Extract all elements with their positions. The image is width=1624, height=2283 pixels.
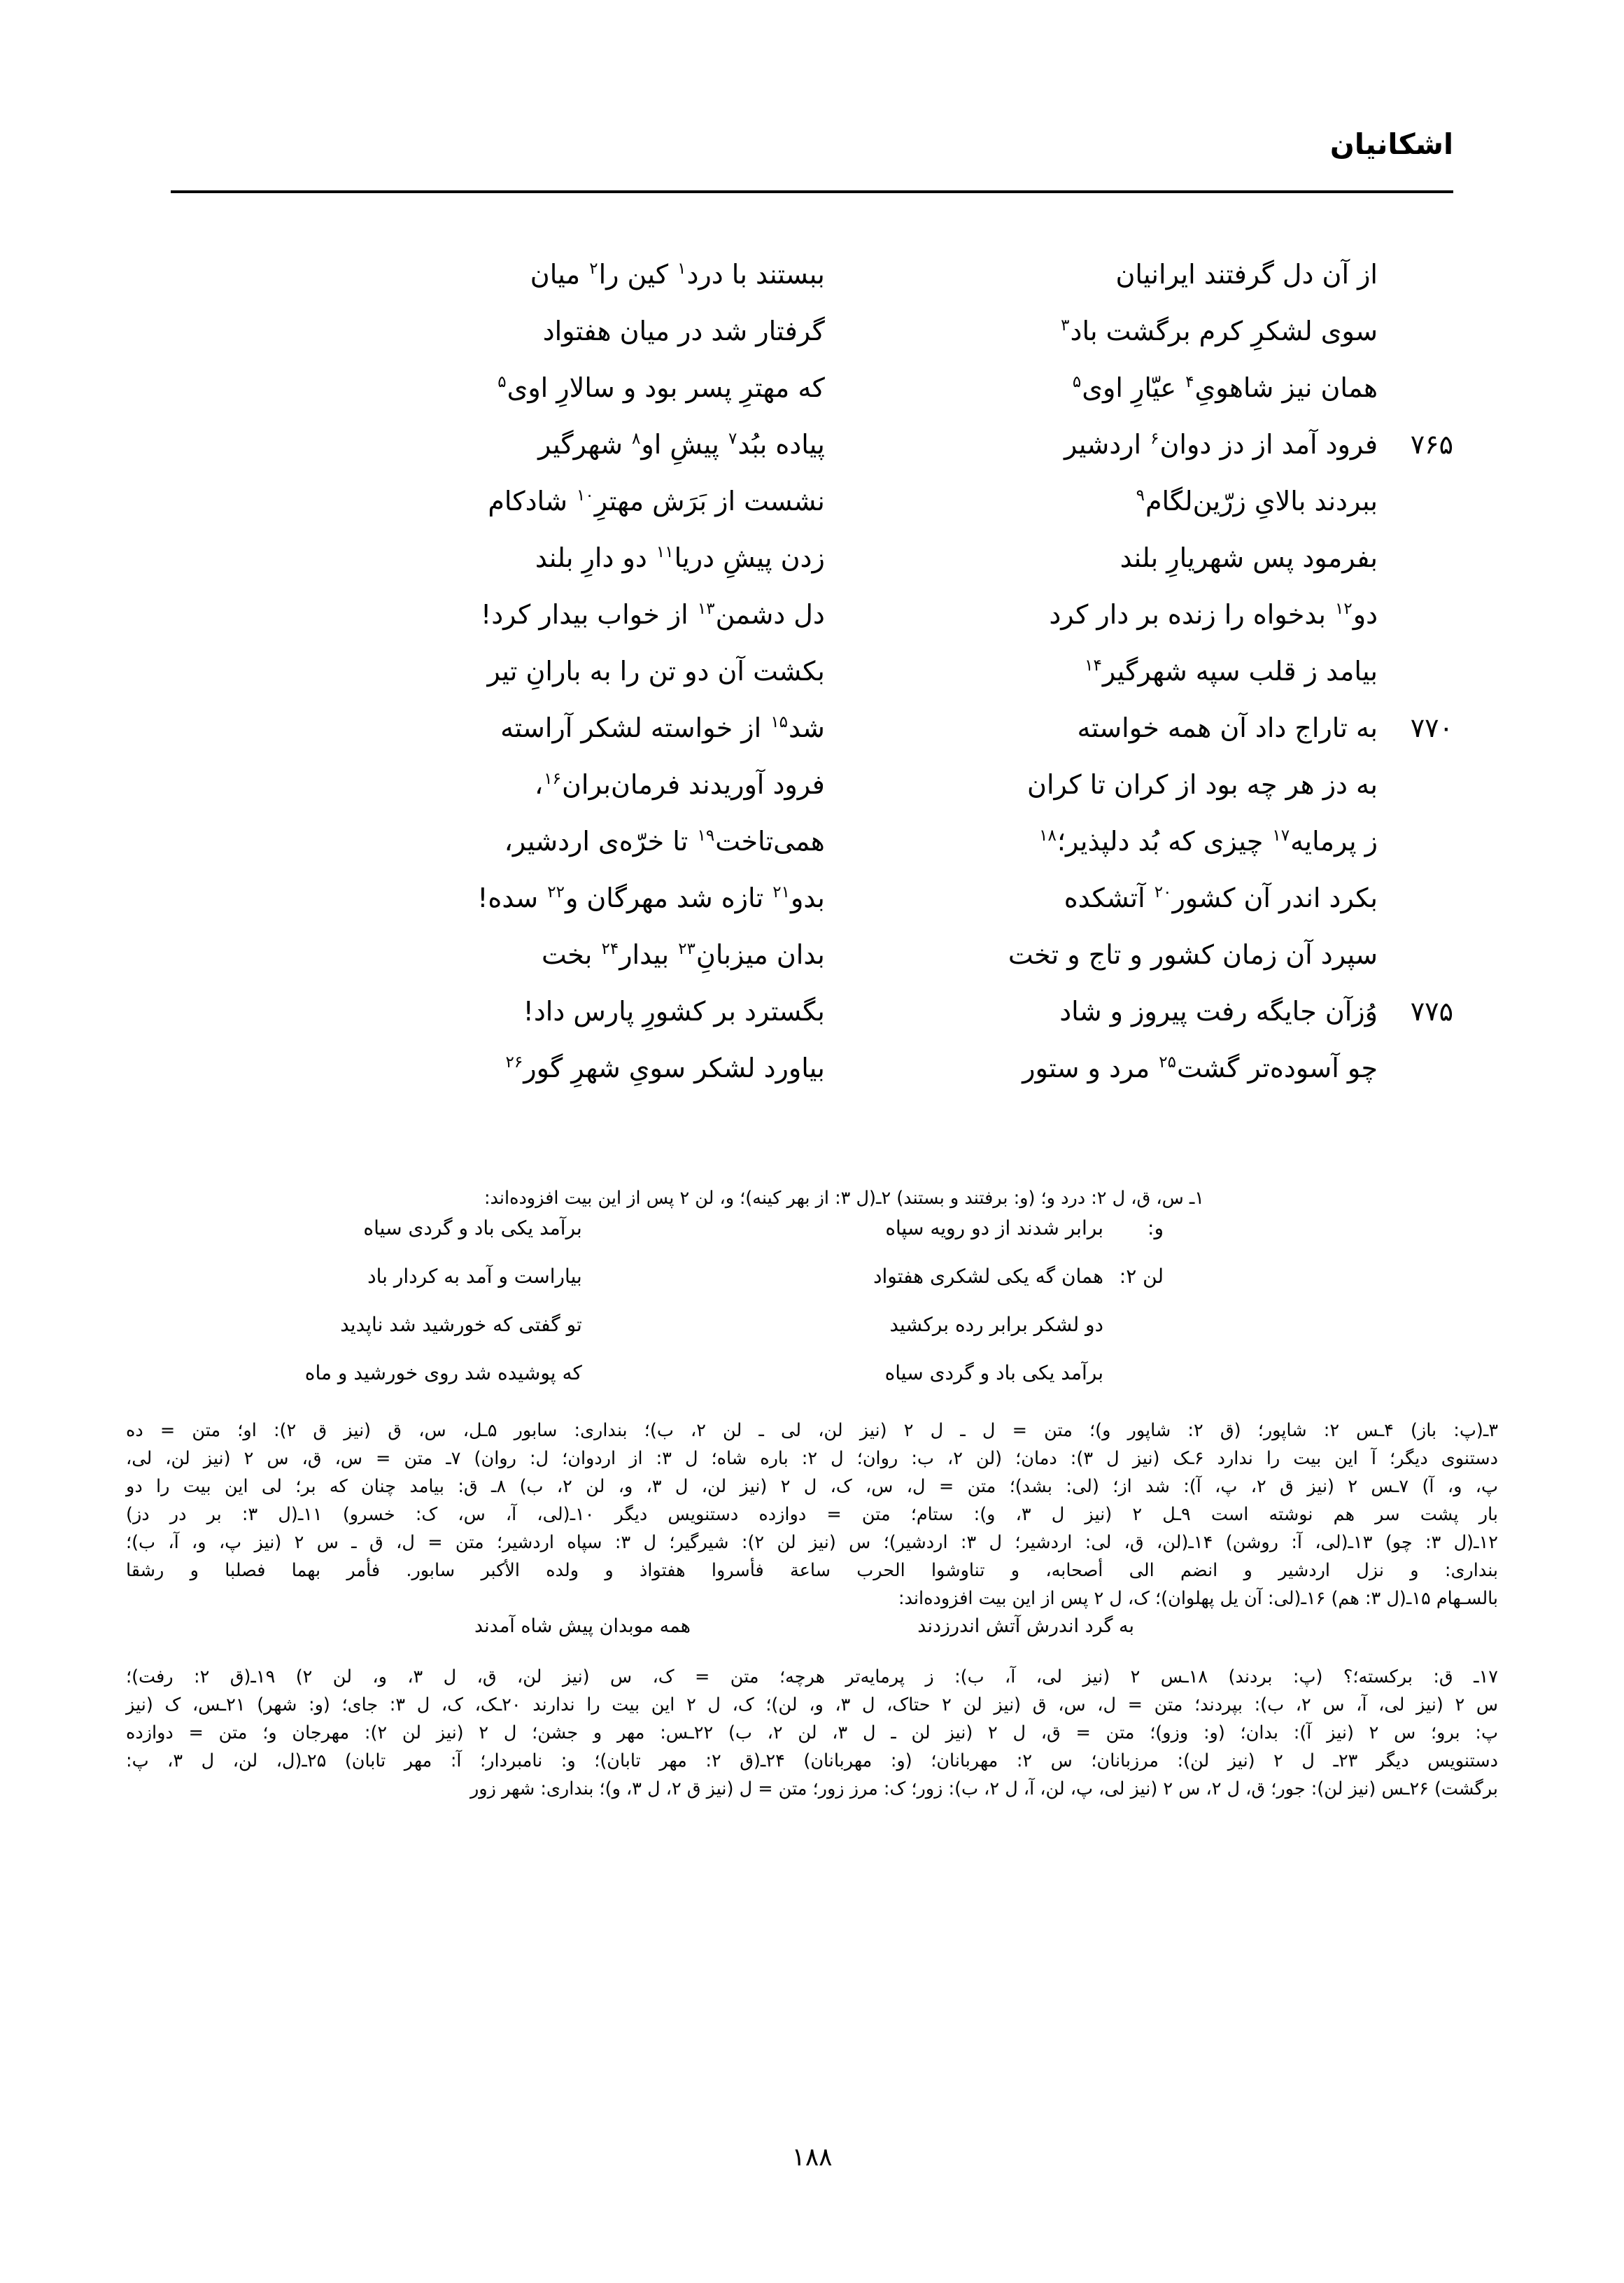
footnote-ref: ۱۴: [1085, 656, 1102, 675]
footnote-ref: ۲: [589, 260, 598, 279]
footnote-ref: ۲۲: [547, 883, 565, 902]
hemistich-text: بکشت آن دو تن را به بارانِ تیر: [487, 656, 825, 687]
hemistich-text: مرد و ستور: [1022, 1053, 1150, 1083]
hemistich-right: [825, 303, 1453, 360]
hemistich-left: [171, 303, 825, 360]
hemistich-left: [171, 870, 825, 927]
verse-line: [171, 586, 1453, 643]
hemistich-text: که مهترِ پسر بود و سالارِ اوی: [507, 372, 825, 403]
verse-line: [171, 643, 1453, 700]
hemistich-right: [825, 813, 1453, 870]
apparatus-note: ۱۷ـ ق: برکسته؛؟ (پ: بردند) ۱۸ـس ۲ (نیز لی، آ، ب): ز پرمایه‌تر هرچه؛ متن = ک، س (نیز لن، ق، ل ۳، و، لن ۲) ۱۹ـ(ق ۲: رفت)؛: [126, 1666, 1498, 1687]
inset-hemistich-right: به گرد اندرش آتش اندرزدند: [917, 1615, 1134, 1637]
hemistich-left: [171, 473, 825, 530]
hemistich-right: [825, 700, 1453, 757]
inset-hemistich-right: همان گه یکی لشکری هفتواد: [873, 1265, 1103, 1288]
hemistich-text: بفرمود پس شهریارِ بلند: [1120, 542, 1378, 573]
hemistich-text: سوی لشکرِ کرم برگشت باد: [1070, 316, 1378, 346]
hemistich-left: [171, 530, 825, 586]
hemistich-text: ،: [535, 769, 544, 800]
inset-hemistich-left: برآمد یکی باد و گردی سیاه: [363, 1216, 582, 1239]
verse-block: [171, 246, 1453, 1097]
footnote-ref: ۲۶: [505, 1053, 523, 1072]
hemistich-text: از خواسته لشکر آراسته: [500, 712, 762, 743]
footnote-ref: ۱۵: [770, 713, 789, 732]
hemistich-left: [171, 586, 825, 643]
hemistich-text: بخت: [541, 939, 593, 970]
hemistich-left: [171, 416, 825, 473]
apparatus-note: س ۲ (نیز لی، آ، س ۲، ب): بپردند؛ متن = ل، س، ق (نیز لن ۲ حتاک، ل ۳، و، لن)؛ ک، ل ۲ این بیت را ندارند ۲۰ـک، ک، ل ۳: جای؛ (و: شهر) ۲۱ـس، ک (نیز: [126, 1694, 1498, 1715]
hemistich-left: [171, 643, 825, 700]
hemistich-text: پیشِ او: [641, 429, 719, 460]
hemistich-text: زدن پیشِ دریا: [674, 542, 825, 573]
hemistich-right: [825, 927, 1453, 983]
hemistich-text: پیاده ببُد: [737, 429, 825, 460]
hemistich-left: [171, 700, 825, 757]
footnote-ref: ۱۷: [1272, 827, 1290, 845]
footnote-ref: ۱۹: [697, 827, 715, 845]
hemistich-text: بدان میزبانِ: [696, 939, 825, 970]
hemistich-text: سده!: [477, 883, 539, 913]
apparatus-inset-couplets-a: [126, 1216, 1498, 1410]
verse-line: [171, 530, 1453, 586]
hemistich-text: همان نیز شاهویِ: [1194, 372, 1378, 403]
footnote-ref: ۲۳: [678, 940, 696, 959]
hemistich-text: وُزآن جایگه رفت پیروز و شاد: [1059, 996, 1378, 1027]
hemistich-text: دو: [1353, 599, 1378, 630]
inset-couplet-row: [126, 1361, 1498, 1410]
hemistich-text: دو دارِ بلند: [535, 542, 647, 573]
verse-line: [171, 757, 1453, 813]
verse-line: [171, 927, 1453, 983]
inset-sigil: و:: [1148, 1216, 1164, 1239]
hemistich-left: [171, 1040, 825, 1097]
verse-line: [171, 246, 1453, 303]
running-head: [171, 127, 1453, 193]
hemistich-text: بکرد اندر آن کشور: [1172, 883, 1378, 913]
footnote-ref: ۱۰: [577, 486, 594, 505]
apparatus-note: پ: برو؛ س ۲ (نیز آ): بدان؛ (و: وزو)؛ متن = ق، ل ۲ (نیز لن ـ ل ۳، لن ۲، ب) ۲۲ـس: مهر و جشن؛ ل ۲ (نیز لن ۲): مهرجان و؛ متن = دوازده: [126, 1722, 1498, 1743]
footnote-ref: ۱۳: [697, 600, 715, 619]
hemistich-right: [825, 1040, 1453, 1097]
verse-line: [171, 1040, 1453, 1097]
verse-line: [171, 416, 1453, 473]
hemistich-text: آتشکده: [1064, 883, 1145, 913]
hemistich-right: [825, 643, 1453, 700]
apparatus-note: پ، و، آ) ۷ـس ۲ (نیز ق ۲، پ، آ): شد از؛ (لی: بشد)؛ متن = ل، س، ک، ل ۲ (نیز لن، ل ۳، و، لن ۲، ب) ۸ـ ق: بیامد چنان که بر؛ لی این بیت را دو: [126, 1476, 1498, 1497]
hemistich-text: به دز هر چه بود از کران تا کران: [1027, 769, 1378, 800]
apparatus-note: دستنوی دیگر؛ آ این بیت را ندارد ۶ـک (نیز ل ۳): دمان؛ (لن ۲، ب: روان؛ ل ۲: باره شاه؛ ل ۳: از اردوان؛ ل: روان) ۷ـ متن = س، ق، س ۲ (نیز لن، لی،: [126, 1448, 1499, 1469]
footnote-ref: ۹: [1136, 486, 1145, 505]
verse-line: [171, 870, 1453, 927]
apparatus-note: بار پشت سر هم نوشته است ۹ـل ۲ (نیز ل ۳، و): ستام؛ متن = دوازده دستنویس دیگر ۱۰ـ(لی، آ، س، ک: خسرو) ۱۱ـ(ل ۳: بر در دز): [126, 1504, 1498, 1525]
footnote-ref: ۵: [1072, 373, 1082, 392]
hemistich-text: تازه شد مهرگان و: [565, 883, 764, 913]
inset-hemistich-right: برآمد یکی باد و گردی سیاه: [884, 1361, 1103, 1384]
hemistich-text: بیامد ز قلب سپه شهرگیر: [1102, 656, 1378, 687]
hemistich-text: بیدار: [619, 939, 670, 970]
footnote-ref: ۱۸: [1039, 827, 1057, 845]
footnote-ref: ۲۵: [1159, 1053, 1176, 1072]
hemistich-left: [171, 927, 825, 983]
hemistich-text: شهرگیر: [538, 429, 623, 460]
footnote-ref: ۳: [1061, 316, 1070, 335]
hemistich-text: بدخواه را زنده بر دار کرد: [1049, 599, 1326, 630]
hemistich-text: نشست از بَرَش مهترِ: [594, 486, 825, 517]
footnote-ref: ۲۰: [1154, 883, 1172, 902]
inset-hemistich-left: بیاراست و آمد به کردار باد: [367, 1265, 582, 1288]
inset-hemistich-left: که پوشیده شد روی خورشید و ماه: [304, 1361, 582, 1384]
verse-line: [171, 700, 1453, 757]
hemistich-text: ببردند بالایِ زرّین‌لگام: [1145, 486, 1378, 517]
inset-hemistich-right: دو لشکر برابر رده برکشید: [889, 1313, 1103, 1336]
hemistich-text: کین را: [598, 259, 669, 290]
inset-hemistich-left: همه موبدان پیش شاه آمدند: [474, 1615, 691, 1637]
verse-line: [171, 303, 1453, 360]
footnote-ref: ۲۴: [601, 940, 619, 959]
apparatus-note: ۱۲ـ(ل ۳: چو) ۱۳ـ(لی، آ: روشن) ۱۴ـ(لن، ق، لی: اردشیر؛ ل ۳: اردشیر)؛ س (نیز لن ۲): شیرگیر؛ ل ۳: سپاه اردشیر؛ متن = ل، ق ـ س ۲ (نیز پ، و، آ، ب)؛: [126, 1532, 1498, 1553]
footnote-ref: ۱۶: [544, 770, 561, 789]
footnote-ref: ۱۱: [656, 543, 674, 562]
footnote-ref: ۱۲: [1335, 600, 1353, 619]
hemistich-text: بیاورد لشکر سویِ شهرِ گور: [523, 1053, 825, 1083]
running-head-title: اشکانیان: [1329, 127, 1453, 161]
verse-line: [171, 360, 1453, 416]
verse-number: ۷۷۰: [1410, 712, 1453, 743]
inset-hemistich-left: تو گفتی که خورشید شد ناپدید: [340, 1313, 582, 1336]
footnote-ref: ۶: [1150, 430, 1159, 449]
hemistich-text: چو آسوده‌تر گشت: [1177, 1053, 1378, 1083]
footnote-ref: ۲۱: [772, 883, 790, 902]
footnote-ref: ۴: [1185, 373, 1194, 392]
apparatus-note: بالسـهام ۱۵ـ(ل ۳: هم) ۱۶ـ(لی: آن یل پهلوان)؛ ک، ل ۲ پس از این بیت افزوده‌اند:: [898, 1588, 1498, 1609]
hemistich-text: از آن دل گرفتند ایرانیان: [1115, 259, 1378, 290]
hemistich-right: [825, 983, 1453, 1040]
hemistich-text: بدو: [790, 883, 825, 913]
footnote-ref: ۱: [677, 260, 686, 279]
footnote-ref: ۵: [497, 373, 507, 392]
hemistich-text: فرود آمد از دز دوان: [1159, 429, 1378, 460]
inset-couplet-row: [126, 1313, 1498, 1361]
hemistich-text: شد: [789, 712, 825, 743]
hemistich-text: همی‌تاخت: [715, 826, 825, 857]
hemistich-right: [825, 530, 1453, 586]
hemistich-text: دل دشمن: [715, 599, 825, 630]
verse-line: [171, 813, 1453, 870]
page-number: ۱۸۸: [791, 2143, 833, 2172]
hemistich-text: سپرد آن زمان کشور و تاج و تخت: [1008, 939, 1378, 970]
hemistich-left: [171, 757, 825, 813]
hemistich-text: فرود آوریدند فرمان‌بران: [562, 769, 825, 800]
hemistich-left: [171, 813, 825, 870]
hemistich-right: [825, 586, 1453, 643]
apparatus-note-arabic: بنداری: و نزل اردشیر و انضم الی أصحابه، و تناوشوا الحرب ساعة فأسروا هفتواذ و ولده الأکبر سابور. فأمر بهما فصلبا و رشقا: [126, 1560, 1498, 1581]
apparatus-inset-couplets-b: [126, 1615, 1498, 1657]
hemistich-text: گرفتار شد در میان هفتواد: [542, 316, 825, 346]
verse-line: [171, 983, 1453, 1040]
inset-hemistich-right: برابر شدند از دو رویه سپاه: [885, 1216, 1103, 1239]
hemistich-text: ببستند با درد: [686, 259, 825, 290]
hemistich-text: به تاراج داد آن همه خواسته: [1077, 712, 1378, 743]
hemistich-left: [171, 983, 825, 1040]
hemistich-text: شادکام: [488, 486, 567, 517]
verse-line: [171, 473, 1453, 530]
hemistich-right: [825, 360, 1453, 416]
apparatus-note: برگشت) ۲۶ـس (نیز لن): جور؛ ق، ل ۲، س ۲ (نیز لی، پ، لن، آ، ل ۲، ب): زور؛ ک: مرز زور؛ متن = ل (نیز ق ۲، ل ۳، و)؛ بنداری: شهر زور: [469, 1778, 1498, 1799]
hemistich-text: بگسترد بر کشورِ پارس داد!: [523, 996, 825, 1027]
hemistich-right: [825, 246, 1453, 303]
inset-couplet-row: [126, 1265, 1498, 1313]
inset-couplet-row: [126, 1615, 1498, 1657]
hemistich-text: تا خرّه‌ی اردشیر،: [504, 826, 689, 857]
inset-couplet-row: [126, 1216, 1498, 1265]
hemistich-left: [171, 360, 825, 416]
footnote-ref: ۸: [632, 430, 641, 449]
footnote-ref: ۷: [728, 430, 737, 449]
inset-sigil: لن ۲:: [1119, 1265, 1164, 1288]
hemistich-text: عیّارِ اوی: [1082, 372, 1177, 403]
hemistich-right: [825, 416, 1453, 473]
hemistich-right: [825, 870, 1453, 927]
apparatus-note: ۳ـ(پ: باز) ۴ـس ۲: شاپور؛ (ق ۲: شاپور و)؛ متن = ل ـ ل ۲ (نیز لن، لی ـ لن ۲، ب)؛ بنداری: سابور ۵ـل، س، ق (نیز ق ۲): او؛ متن = ده: [126, 1420, 1499, 1441]
apparatus-note: ۱ـ س، ق، ل ۲: درد و؛ (و: برفتند و بستند) ۲ـ(ل ۳: از بهر کینه)؛ و، لن ۲ پس از این بیت افزوده‌اند:: [483, 1188, 1204, 1209]
hemistich-right: [825, 757, 1453, 813]
critical-apparatus: [126, 1184, 1498, 1803]
hemistich-text: میان: [530, 259, 581, 290]
verse-number: ۷۶۵: [1410, 429, 1453, 460]
hemistich-text: ز پرمایه: [1290, 826, 1378, 857]
hemistich-left: [171, 246, 825, 303]
hemistich-text: از خواب بیدار کرد!: [481, 599, 689, 630]
hemistich-text: چیزی که بُد دلپذیر؛: [1057, 826, 1264, 857]
header-divider-rule: [171, 190, 1453, 193]
verse-number: ۷۷۵: [1410, 996, 1453, 1027]
apparatus-note: دستنویس دیگر ۲۳ـ ل ۲ (نیز لن): مرزبانان؛ س ۲: مهربانان؛ (و: مهربانان) ۲۴ـ(ق ۲: مهر تابان)؛ و: نامبردار؛ آ: مهر تابان) ۲۵ـ(ل، لن، ل ۳، پ:: [126, 1750, 1498, 1771]
hemistich-right: [825, 473, 1453, 530]
hemistich-text: اردشیر: [1064, 429, 1142, 460]
